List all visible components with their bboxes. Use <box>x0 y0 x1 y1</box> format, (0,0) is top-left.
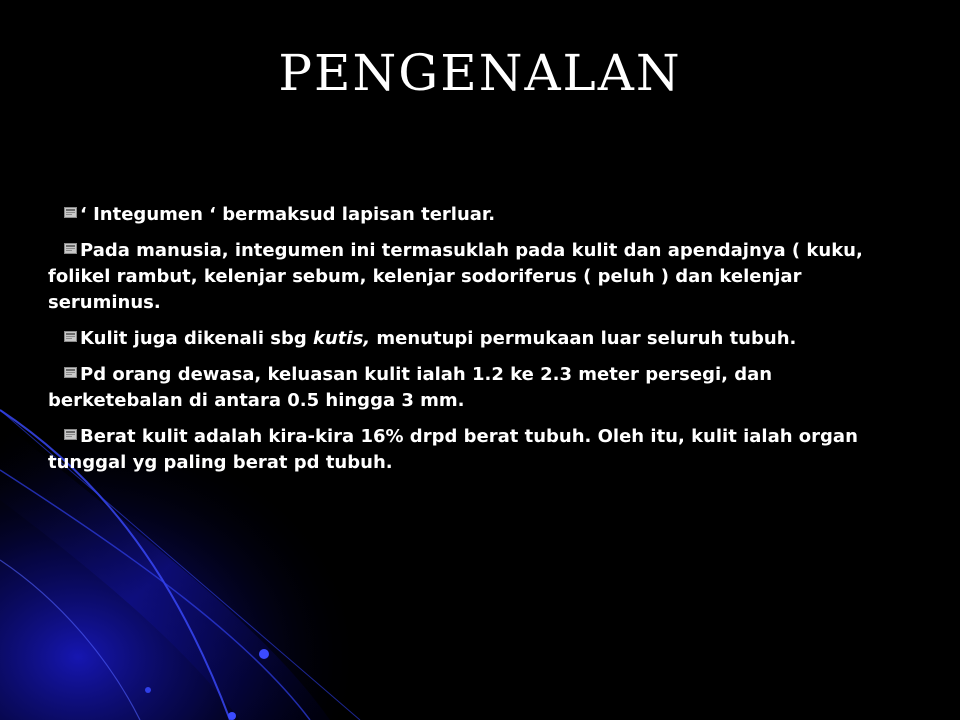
image-bullet-icon <box>64 367 77 378</box>
bullet-item-5 <box>48 424 908 476</box>
decorative-dot-2 <box>228 712 236 720</box>
bullet-text-3-after: menutupi permukaan luar seluruh tubuh. <box>370 328 797 349</box>
image-bullet-icon <box>64 429 77 440</box>
image-bullet-icon <box>64 243 77 254</box>
image-bullet-icon <box>64 207 77 218</box>
decorative-dot-3 <box>145 687 151 693</box>
bullet-item-3 <box>48 326 908 352</box>
decorative-dot-1 <box>259 649 269 659</box>
bullet-item-2 <box>48 238 908 316</box>
bullet-text-3-before: Kulit juga dikenali sbg <box>80 328 314 349</box>
bullet-item-4 <box>48 362 908 414</box>
bullet-text-3-italic: kutis, <box>313 328 371 349</box>
bullet-text-1: ‘ Integumen ‘ bermaksud lapisan terluar. <box>80 204 496 225</box>
bullet-text-5: Berat kulit adalah kira-kira 16% drpd berat tubuh. Oleh itu, kulit ialah organ tunggal yg paling berat pd tubuh. <box>48 426 858 473</box>
bullet-text-2: Pada manusia, integumen ini termasuklah pada kulit dan apendajnya ( kuku, folikel rambut, kelenjar sebum, kelenjar sodoriferus ( peluh ) dan kelenjar seruminus. <box>48 240 863 313</box>
bullet-text-4: Pd orang dewasa, keluasan kulit ialah 1.2 ke 2.3 meter persegi, dan berketebalan di antara 0.5 hingga 3 mm. <box>48 364 773 411</box>
bullet-item-1 <box>48 202 908 228</box>
slide-title: PENGENALAN <box>278 44 682 102</box>
image-bullet-icon <box>64 331 77 342</box>
bullet-list <box>48 202 908 486</box>
